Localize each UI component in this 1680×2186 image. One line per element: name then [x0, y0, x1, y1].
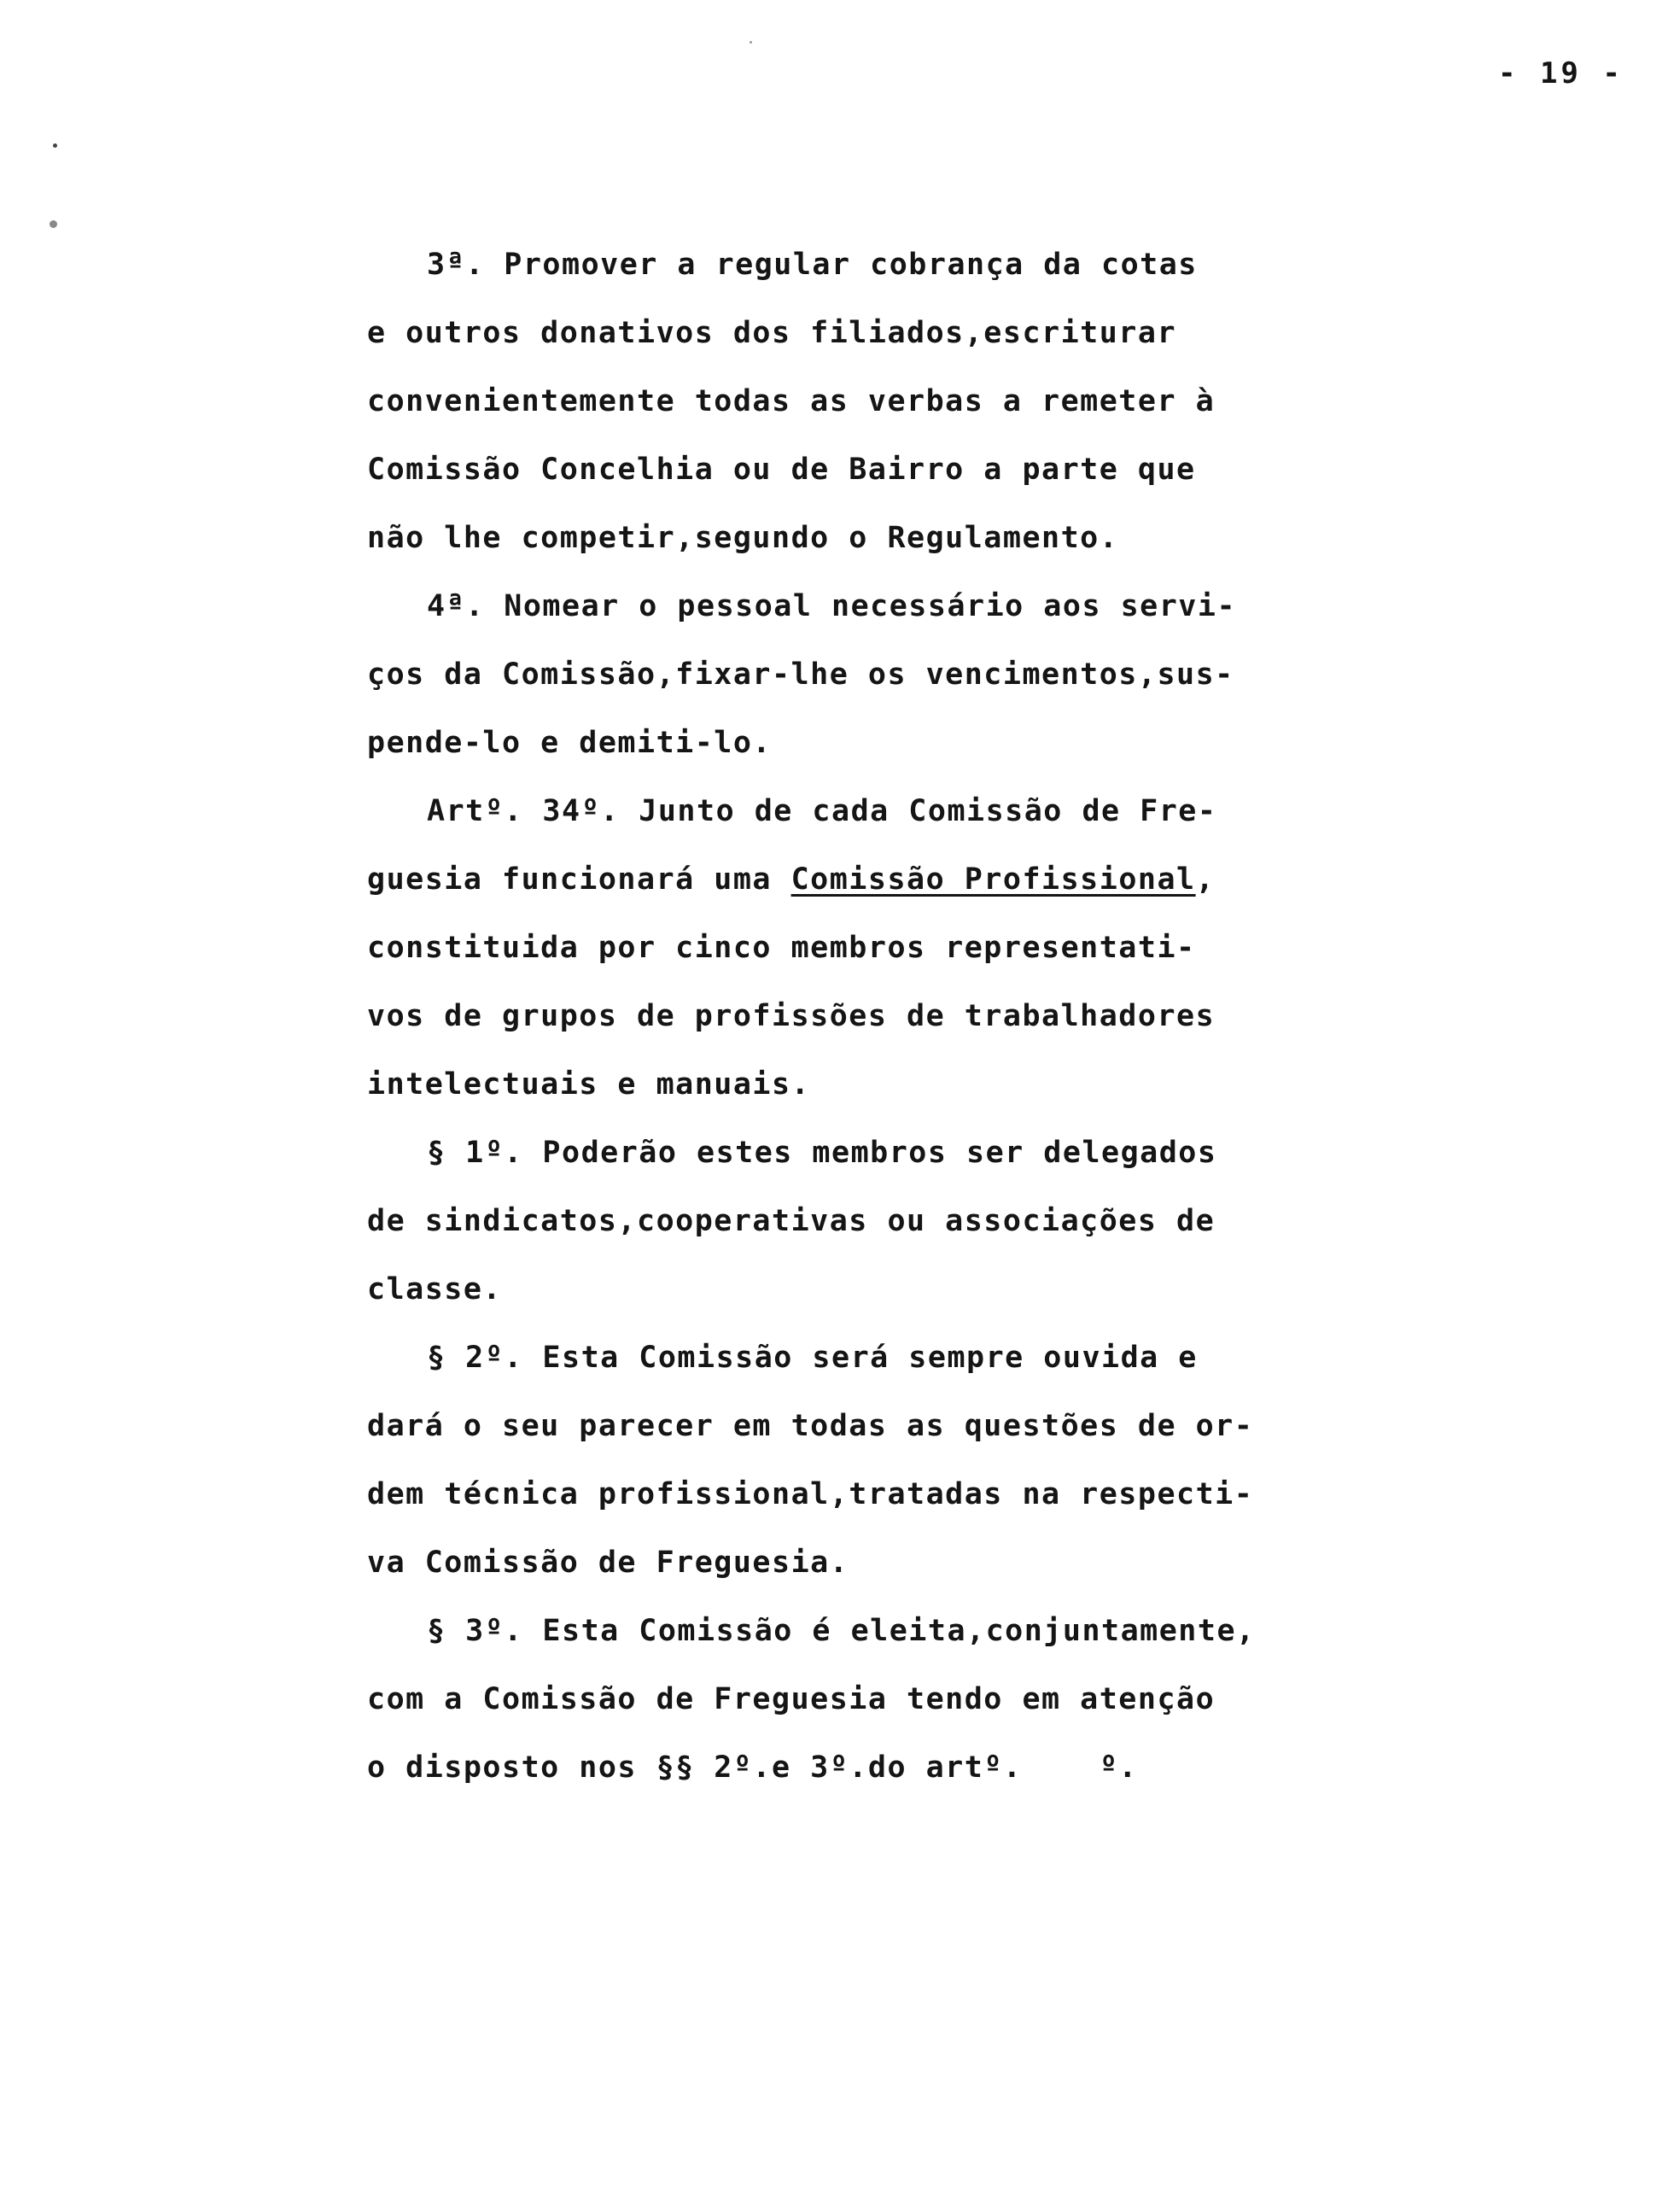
text-line: 3ª. Promover a regular cobrança da cotas — [427, 248, 1198, 282]
text-line: o disposto nos §§ 2º.e 3º.do artº. º. — [367, 1751, 1138, 1785]
scan-speck — [750, 41, 752, 44]
text-line: § 2º. Esta Comissão será sempre ouvida e — [427, 1341, 1198, 1375]
text-line: de sindicatos,cooperativas ou associações de — [367, 1204, 1216, 1238]
text-line: Comissão Concelhia ou de Bairro a parte que — [367, 453, 1196, 487]
text-line: e outros donativos dos filiados,escriturar — [367, 316, 1177, 350]
scan-speck — [50, 220, 57, 228]
text-line: pende-lo e demiti-lo. — [367, 726, 773, 760]
text-line: dará o seu parecer em todas as questões de or- — [367, 1409, 1254, 1443]
text-line: 4ª. Nomear o pessoal necessário aos servi- — [427, 589, 1237, 623]
text-line: não lhe competir,segundo o Regulamento. — [367, 521, 1119, 555]
text-fragment: , — [1195, 862, 1216, 897]
underlined-term: Comissão Profissional — [790, 862, 1196, 897]
text-line — [367, 845, 1323, 914]
body-text — [367, 231, 1323, 1802]
text-line: § 3º. Esta Comissão é eleita,conjuntamente, — [427, 1614, 1256, 1648]
scan-speck — [53, 143, 57, 148]
text-line: com a Comissão de Freguesia tendo em atenção — [367, 1682, 1216, 1716]
text-line: constituida por cinco membros representati- — [367, 931, 1196, 965]
text-line: va Comissão de Freguesia. — [367, 1546, 849, 1580]
text-line: classe. — [367, 1272, 503, 1306]
text-line: Artº. 34º. Junto de cada Comissão de Fre- — [427, 794, 1217, 828]
text-fragment: guesia funcionará uma — [367, 862, 791, 897]
text-line: § 1º. Poderão estes membros ser delegados — [427, 1136, 1217, 1170]
text-line: convenientemente todas as verbas a remeter à — [367, 384, 1216, 418]
text-line: vos de grupos de profissões de trabalhadores — [367, 999, 1216, 1033]
text-line: dem técnica profissional,tratadas na respecti- — [367, 1477, 1254, 1511]
text-line: intelectuais e manuais. — [367, 1067, 811, 1102]
text-line: ços da Comissão,fixar-lhe os vencimentos,sus- — [367, 658, 1234, 692]
page-number: - 19 - — [1498, 56, 1624, 91]
